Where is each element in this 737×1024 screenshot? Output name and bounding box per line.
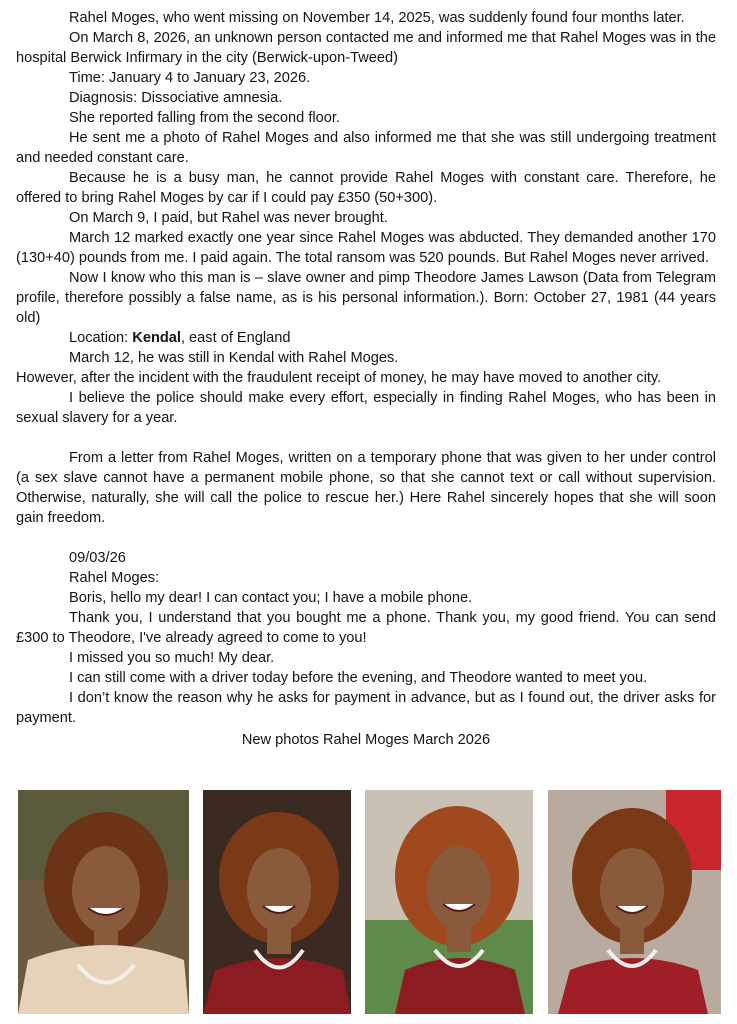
paragraph-police: I believe the police should make every effort, especially in finding Rahel Moges, who has been in sexual slavery for a year.	[16, 390, 716, 426]
paragraph-missed: I missed you so much! My dear.	[69, 650, 275, 666]
paragraph-contacted: On March 8, 2026, an unknown person contacted me and informed me that Rahel Moges was in the hospital Berwick Infirmary in the city (Berwick-upon-Tweed)	[16, 30, 716, 66]
paragraph-ransom: March 12 marked exactly one year since Rahel Moges was abducted. They demanded another 170 (130+40) pounds from me. I paid again. The total ransom was 520 pounds. But Rahel Moges never arrived.	[16, 230, 716, 266]
paragraph-fall: She reported falling from the second floor.	[69, 110, 340, 126]
paragraph-kendal: March 12, he was still in Kendal with Rahel Moges.	[69, 350, 399, 366]
paragraph-paid: On March 9, I paid, but Rahel was never brought.	[69, 210, 388, 226]
paragraph-location	[16, 328, 716, 348]
location-rest: , east of England	[180, 330, 291, 346]
photo-2	[203, 790, 351, 1014]
spacer	[16, 528, 716, 548]
paragraph-moved: However, after the incident with the fraudulent receipt of money, he may have moved to another city.	[16, 370, 662, 386]
photo-3	[365, 790, 533, 1014]
spacer	[16, 428, 716, 448]
paragraph-missing: Rahel Moges, who went missing on November 14, 2025, was suddenly found four months later.	[69, 10, 685, 26]
paragraph-sender: Rahel Moges:	[69, 570, 160, 586]
photo-4	[548, 790, 721, 1014]
portrait-image-1	[18, 790, 189, 1014]
document-body	[16, 8, 716, 750]
location-city: Kendal	[132, 330, 181, 346]
paragraph-diagnosis: Diagnosis: Dissociative amnesia.	[69, 90, 283, 106]
portrait-image-4	[548, 790, 721, 1014]
paragraph-payment: I don’t know the reason why he asks for payment in advance, but as I found out, the driver asks for payment.	[16, 690, 716, 726]
paragraph-identity: Now I know who this man is – slave owner and pimp Theodore James Lawson (Data from Telegram profile, therefore possibly a false name, as is his personal information.). Born: October 27, 1981 (44 years old)	[16, 270, 716, 326]
paragraph-letter-intro: From a letter from Rahel Moges, written on a temporary phone that was given to her under control (a sex slave cannot have a permanent mobile phone, so that she cannot text or call without supervision. Otherwise, naturally, she will call the police to rescue her.) Here Rahel sincerely hopes that she will soon gain freedom.	[16, 450, 716, 526]
location-label: Location:	[69, 330, 133, 346]
portrait-image-2	[203, 790, 351, 1014]
paragraph-photo: He sent me a photo of Rahel Moges and also informed me that she was still undergoing treatment and needed constant care.	[16, 130, 716, 166]
paragraph-greeting: Boris, hello my dear! I can contact you; I have a mobile phone.	[69, 590, 473, 606]
photo-strip	[18, 790, 721, 1014]
photos-caption: New photos Rahel Moges March 2026	[241, 732, 491, 748]
photo-1	[18, 790, 189, 1014]
paragraph-thanks: Thank you, I understand that you bought me a phone. Thank you, my good friend. You can send £300 to Theodore, I've already agreed to come to you!	[16, 610, 716, 646]
paragraph-date: 09/03/26	[69, 550, 126, 566]
paragraph-time: Time: January 4 to January 23, 2026.	[69, 70, 311, 86]
paragraph-driver: I can still come with a driver today before the evening, and Theodore wanted to meet you.	[69, 670, 648, 686]
paragraph-car-offer: Because he is a busy man, he cannot provide Rahel Moges with constant care. Therefore, he offered to bring Rahel Moges by car if I could pay £350 (50+300).	[16, 170, 716, 206]
portrait-image-3	[365, 790, 533, 1014]
